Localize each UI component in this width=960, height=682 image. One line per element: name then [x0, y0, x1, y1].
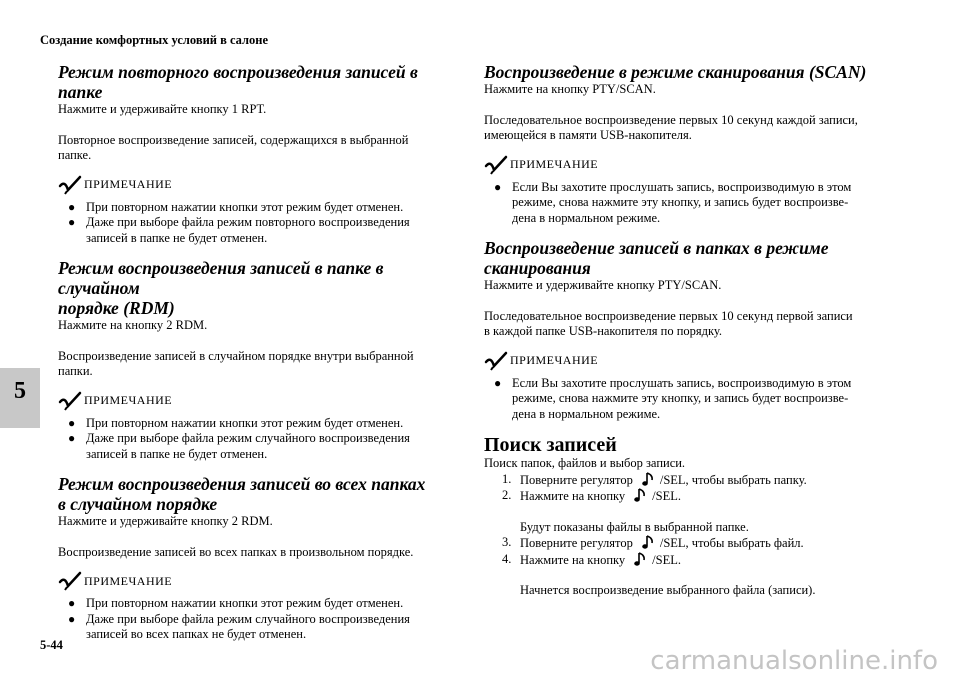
note-heading — [58, 570, 458, 592]
note-heading — [58, 390, 458, 412]
music-note-icon — [641, 472, 657, 487]
bullet-icon: ● — [494, 375, 502, 390]
description: имеющейся в памяти USB-накопителя. — [484, 128, 692, 142]
note-heading — [484, 350, 904, 372]
bullet-icon: ● — [68, 596, 76, 610]
note-pencil-icon — [58, 570, 82, 592]
note-label: ПРИМЕЧАНИЕ — [510, 157, 599, 171]
description: в каждой папке USB-накопителя по порядку. — [484, 324, 723, 338]
section-title: Воспроизведение в режиме сканирования (SCAN) — [484, 62, 867, 82]
instruction: Нажмите на кнопку PTY/SCAN. — [484, 82, 656, 96]
instruction: Нажмите на кнопку 2 RDM. — [58, 318, 208, 332]
description: папки. — [58, 364, 93, 378]
note-item: Если Вы захотите прослушать запись, воспроизводимую в этом режиме, снова нажмите эту кнопку, и запись будет воспроизве- дена в нормальном режиме. — [512, 375, 852, 421]
instruction: Нажмите и удерживайте кнопку 1 RPT. — [58, 102, 267, 116]
section-title: Воспроизведение записей в папках в режиме сканирования — [484, 238, 829, 278]
section-title: Режим воспроизведения записей в папке в случайном порядке (RDM) — [58, 258, 384, 318]
note-item: Если Вы захотите прослушать запись, воспроизводимую в этом режиме, снова нажмите эту кнопку, и запись будет воспроизве- дена в нормальном режиме. — [512, 179, 852, 225]
description: Воспроизведение записей во всех папках в произвольном порядке. — [58, 544, 414, 559]
step-item: 1. Поверните регулятор /SEL, чтобы выбрать папку. — [502, 471, 807, 487]
bullet-icon: ● — [68, 611, 76, 626]
note-label: ПРИМЕЧАНИЕ — [84, 177, 173, 191]
note-item: Даже при выборе файла режим повторного воспроизведения записей в папке не будет отменен. — [86, 215, 410, 245]
bullet-icon: ● — [68, 199, 76, 214]
description: Воспроизведение записей в случайном порядке внутри выбранной — [58, 348, 414, 363]
description: Последовательное воспроизведение первых 10 секунд каждой записи, — [484, 112, 858, 127]
step-item: 2. Нажмите на кнопку /SEL. — [502, 488, 681, 503]
description: Последовательное воспроизведение первых 10 секунд первой записи — [484, 308, 853, 323]
note-item: Даже при выборе файла режим случайного воспроизведения записей в папке не будет отменен. — [86, 431, 410, 461]
step-note: Начнется воспроизведение выбранного файла (записи). — [520, 583, 816, 597]
note-pencil-icon — [484, 154, 508, 176]
left-column — [58, 62, 458, 643]
music-note-icon — [633, 552, 649, 567]
step-note: Будут показаны файлы в выбранной папке. — [520, 519, 749, 534]
bullet-icon: ● — [68, 215, 76, 229]
step-item: 4. Нажмите на кнопку /SEL. — [502, 551, 681, 567]
note-pencil-icon — [58, 174, 82, 196]
note-label: ПРИМЕЧАНИЕ — [510, 353, 599, 367]
note-label: ПРИМЕЧАНИЕ — [84, 573, 173, 588]
note-heading — [58, 174, 458, 196]
description: Повторное воспроизведение записей, содержащихся в выбранной — [58, 132, 409, 147]
note-pencil-icon — [58, 390, 82, 412]
step-item: 3. Поверните регулятор /SEL, чтобы выбрать файл. — [502, 535, 804, 550]
note-heading — [484, 154, 904, 176]
description: папке. — [58, 148, 92, 162]
bullet-icon: ● — [68, 431, 76, 445]
page-header: Создание комфортных условий в салоне — [40, 33, 269, 47]
instruction: Нажмите и удерживайте кнопку 2 RDM. — [58, 514, 273, 528]
watermark: carmanualsonline.info — [650, 646, 938, 676]
music-note-icon — [633, 488, 649, 503]
note-item: При повторном нажатии кнопки этот режим будет отменен. — [86, 199, 404, 214]
instruction: Нажмите и удерживайте кнопку PTY/SCAN. — [484, 278, 722, 292]
note-pencil-icon — [484, 350, 508, 372]
bullet-icon: ● — [68, 415, 76, 430]
intro: Поиск папок, файлов и выбор записи. — [484, 456, 686, 470]
chapter-number: 5 — [14, 378, 26, 404]
note-label: ПРИМЕЧАНИЕ — [84, 393, 173, 407]
note-item: Даже при выборе файла режим случайного воспроизведения записей во всех папках не будет отменен. — [86, 611, 410, 641]
section-title: Режим повторного воспроизведения записей в папке — [58, 62, 418, 102]
music-note-icon — [641, 535, 657, 550]
section-title: Режим воспроизведения записей во всех папках в случайном порядке — [58, 474, 426, 514]
right-column — [484, 62, 904, 599]
bullet-icon: ● — [494, 179, 502, 194]
note-item: При повторном нажатии кнопки этот режим будет отменен. — [86, 415, 404, 430]
note-item: При повторном нажатии кнопки этот режим будет отменен. — [86, 596, 404, 610]
page-number: 5-44 — [40, 638, 63, 652]
section-title: Поиск записей — [484, 434, 617, 456]
